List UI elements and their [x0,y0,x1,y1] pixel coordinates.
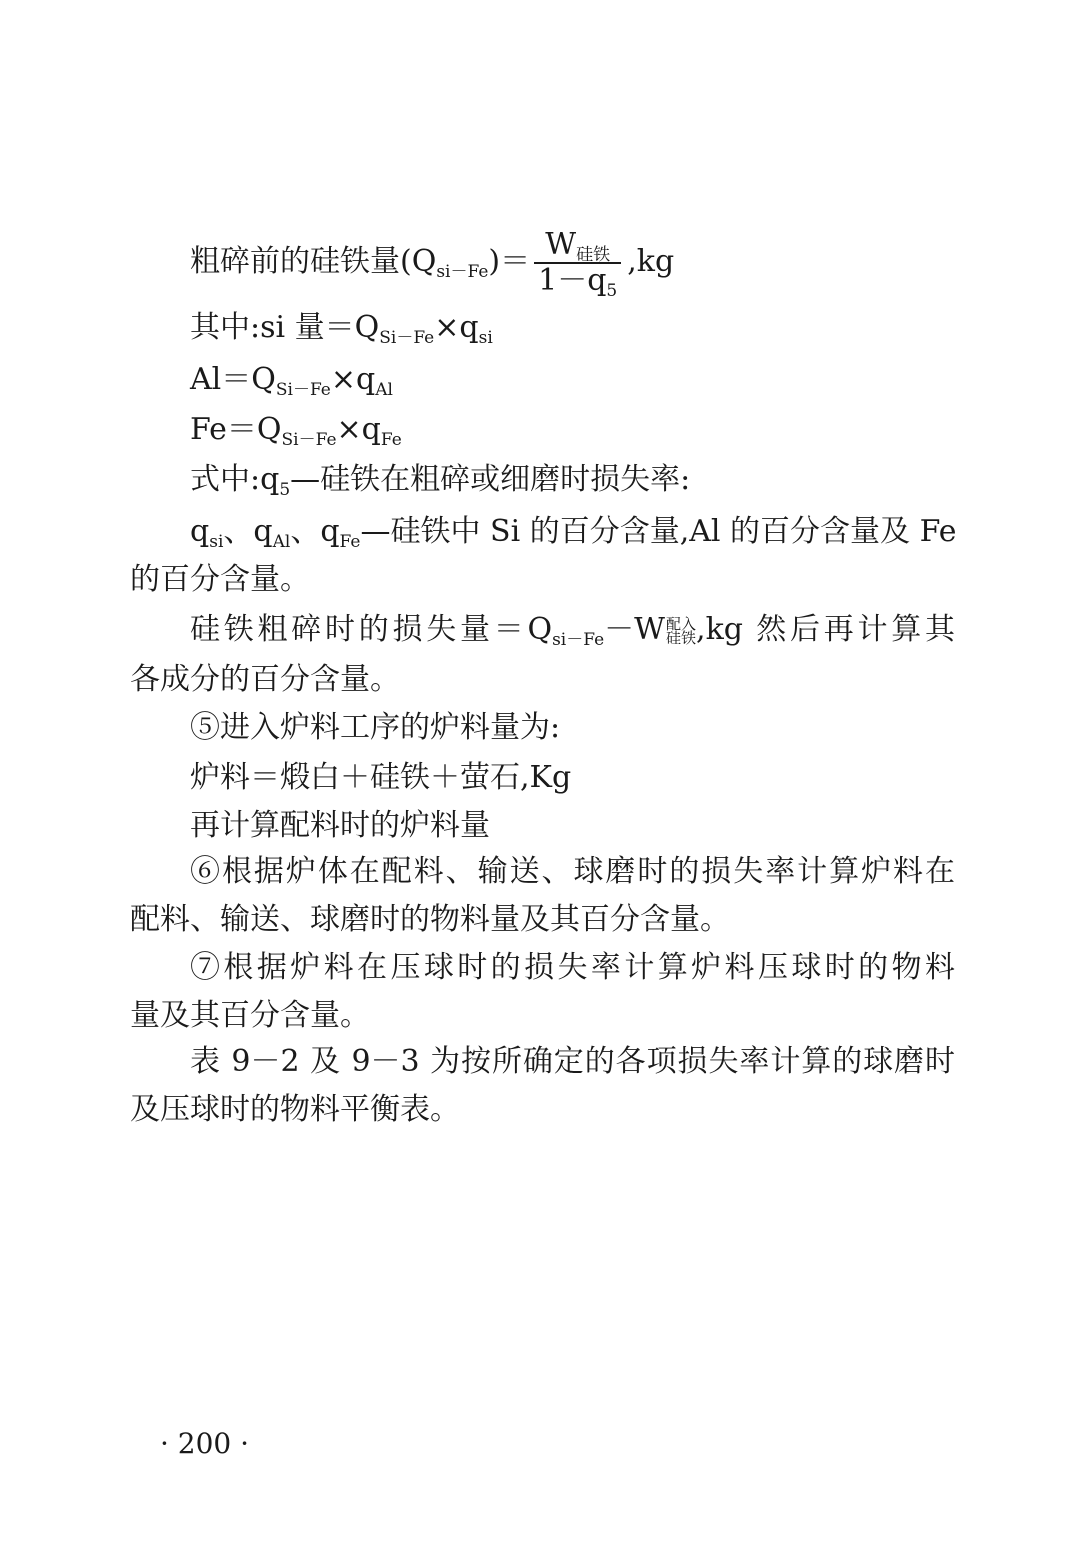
formula-al-amount: $Al=Q_{Si-Fe}\times q_{Al}$ [190,362,393,400]
item-6-line1: ⑥根据炉体在配料、输送、球磨时的损失率计算炉料在 [190,854,955,889]
super-sub-stack: 配入 硅铁 [666,615,697,647]
fraction-denominator: $1-q_5$ [538,263,618,301]
item-6-line2: 配料、输送、球磨时的物料量及其百分含量。 [130,902,730,937]
definition-q-content-line1: $q_{si}$、$q_{Al}$、$q_{Fe}—$硅铁中 Si 的百分含量,Al 的百分含量及 Fe [190,514,957,552]
item-7-line2: 量及其百分含量。 [130,998,370,1033]
recalc-note: 再计算配料时的炉料量 [190,808,490,843]
loss-formula-line1: 硅铁粗碎时的损失量$=Q_{si-Fe}-W$ 配入 硅铁 ,kg 然后再计算其 [190,612,955,650]
definition-q-content-line2: 的百分含量。 [130,562,310,597]
page-number: · 200 · [160,1427,250,1460]
formula-si-amount: 其中:si 量$=Q_{Si-Fe}\times q_{si}$ [190,310,493,348]
fraction [534,227,621,301]
table-note-line1: 表 9－2 及 9－3 为按所确定的各项损失率计算的球磨时 [190,1044,955,1079]
formula-fe-amount: $Fe=Q_{Si-Fe}\times q_{Fe}$ [190,412,402,450]
fraction-numerator: $W_{硅铁}$ [534,228,621,264]
definition-q5: 式中$:q_5—$硅铁在粗碎或细磨时损失率: [190,462,691,500]
furnace-charge-formula: 炉料＝煅白＋硅铁＋萤石,Kg [190,760,572,795]
table-note-line2: 及压球时的物料平衡表。 [130,1092,460,1127]
formula-crushed-ferrosilicon: 粗碎前的硅铁量$(Q_{si-Fe})=$ $\frac{W_{硅铁}}{1-q_5}$ ,kg [190,227,675,301]
loss-formula-line2: 各成分的百分含量。 [130,662,400,697]
item-7-line1: ⑦根据炉料在压球时的损失率计算炉料压球时的物料 [190,950,955,985]
item-5: ⑤进入炉料工序的炉料量为: [190,710,561,745]
